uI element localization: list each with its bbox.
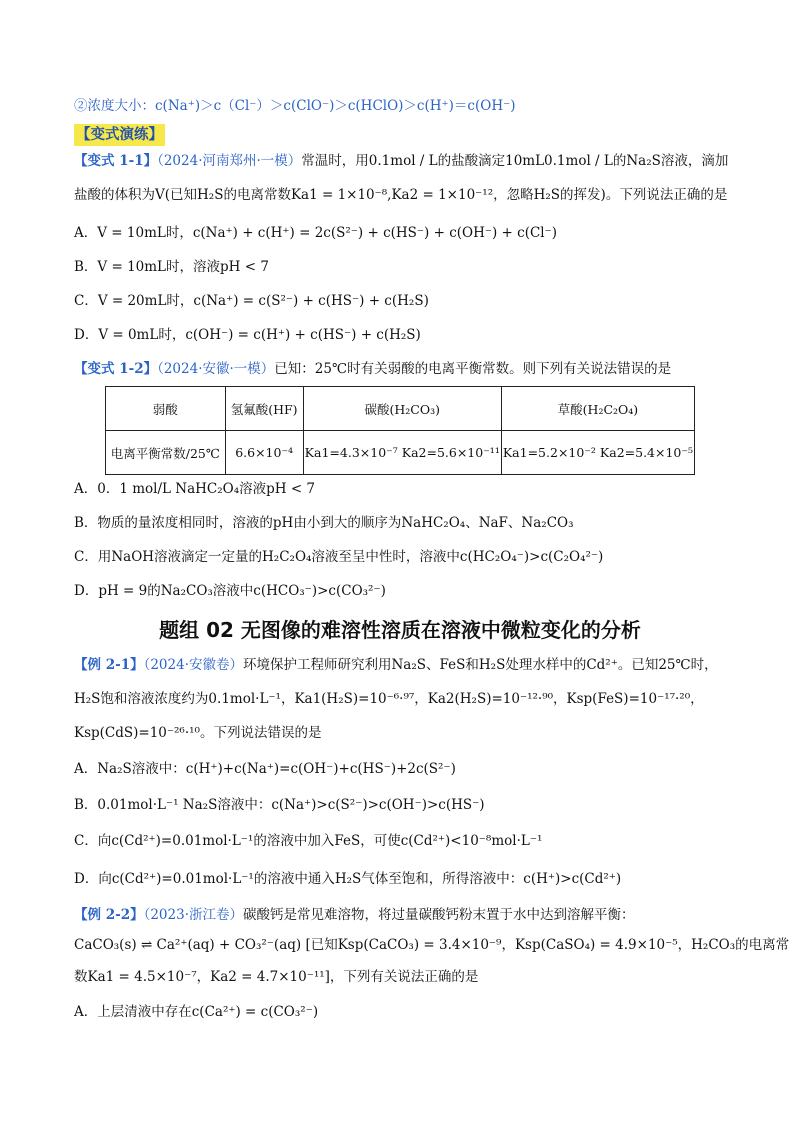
ex2-1-tag: 【例 2-1】 xyxy=(74,657,144,673)
q1-2-tag: 【变式 1-2】 xyxy=(74,361,158,377)
ex2-2-tag: 【例 2-2】 xyxy=(74,907,144,923)
ex2-1-option-b: B．0.01mol·L⁻¹ Na₂S溶液中：c(Na⁺)>c(S²⁻)>c(OH⁻)>c(HS⁻) xyxy=(74,797,485,813)
ex2-2-option-a: A．上层清液中存在c(Ca²⁺) = c(CO₃²⁻) xyxy=(74,1004,319,1020)
ex2-1-stem-text: 环境保护工程师研究利用Na₂S、FeS和H₂S处理水样中的Cd²⁺。已知25℃时， xyxy=(243,657,718,673)
q1-1-option-a: A．V = 10mL时，c(Na⁺) + c(H⁺) = 2c(S²⁻) + c(HS⁻) + c(OH⁻) + c(Cl⁻) xyxy=(74,225,558,241)
ex2-1-option-c: C．向c(Cd²⁺)=0.01mol·L⁻¹的溶液中加入FeS，可使c(Cd²⁺)<10⁻⁸mol·L⁻¹ xyxy=(74,833,543,849)
ex2-1-option-d: D．向c(Cd²⁺)=0.01mol·L⁻¹的溶液中通入H₂S气体至饱和，所得溶液中：c(H⁺)>c(Cd²⁺) xyxy=(74,871,622,887)
q1-1-tag: 【变式 1-1】 xyxy=(74,153,158,169)
q1-1-option-c: C．V = 20mL时，c(Na⁺) = c(S²⁻) + c(HS⁻) + c(H₂S) xyxy=(74,293,429,309)
q1-2-option-c: C．用NaOH溶液滴定一定量的H₂C₂O₄溶液至呈中性时，溶液中c(HC₂O₄⁻)>c(C₂O₄²⁻) xyxy=(74,549,604,565)
q1-1-stem-line2: 盐酸的体积为V(已知H₂S的电离常数Ka1 = 1×10⁻⁸,Ka2 = 1×10⁻¹²，忽略H₂S的挥发)。下列说法正确的是 xyxy=(74,187,728,203)
table-header-cell: 碳酸(H₂CO₃) xyxy=(303,387,501,431)
ex2-2-stem-line3: 数Ka1 = 4.5×10⁻⁷，Ka2 = 4.7×10⁻¹¹]，下列有关说法正确的是 xyxy=(74,969,479,985)
ex2-2-stem-line1 xyxy=(74,906,635,924)
q1-2-stem xyxy=(74,360,671,378)
q1-1-source: （2024·河南郑州·一模） xyxy=(157,153,302,169)
ex2-2-stem-text: 碳酸钙是常见难溶物，将过量碳酸钙粉末置于水中达到溶解平衡： xyxy=(243,907,635,923)
table-cell: 6.6×10⁻⁴ xyxy=(225,431,303,475)
q1-1-option-d: D．V = 0mL时，c(OH⁻) = c(H⁺) + c(HS⁻) + c(H₂S) xyxy=(74,327,421,343)
q1-1-stem-line1 xyxy=(74,152,728,170)
table-cell: 电离平衡常数/25℃ xyxy=(106,431,226,475)
ex2-1-option-a: A．Na₂S溶液中：c(H⁺)+c(Na⁺)=c(OH⁻)+c(HS⁻)+2c(S²⁻) xyxy=(74,761,456,777)
q1-2-option-b: B．物质的量浓度相同时，溶液的pH由小到大的顺序为NaHC₂O₄、NaF、Na₂CO₃ xyxy=(74,515,574,531)
concentration-note: ②浓度大小：c(Na⁺)＞c（Cl⁻）＞c(ClO⁻)＞c(HClO)＞c(H⁺)＝c(OH⁻) xyxy=(74,98,516,114)
q1-1-stem-text: 常温时，用0.1mol / L的盐酸滴定10mL0.1mol / L的Na₂S溶液，滴加 xyxy=(301,153,729,169)
table-header-cell: 弱酸 xyxy=(106,387,226,431)
table-header-cell: 草酸(H₂C₂O₄) xyxy=(501,387,694,431)
q1-2-option-d: D．pH = 9的Na₂CO₃溶液中c(HCO₃⁻)>c(CO₃²⁻) xyxy=(74,583,386,599)
q1-2-stem-text: 已知：25℃时有关弱酸的电离平衡常数。则下列有关说法错误的是 xyxy=(274,361,672,377)
ex2-2-source: （2023·浙江卷） xyxy=(143,907,243,923)
ex2-1-stem-line2: H₂S饱和溶液浓度约为0.1mol·L⁻¹，Ka1(H₂S)=10⁻⁶·⁹⁷，Ka2(H₂S)=10⁻¹²·⁹⁰，Ksp(FeS)=10⁻¹⁷·²⁰， xyxy=(74,691,704,707)
table-cell: Ka1=4.3×10⁻⁷ Ka2=5.6×10⁻¹¹ xyxy=(303,431,501,475)
section-heading: 题组 02 无图像的难溶性溶质在溶液中微粒变化的分析 xyxy=(159,618,641,642)
q1-1-option-b: B．V = 10mL时，溶液pH < 7 xyxy=(74,259,269,275)
table-row xyxy=(106,431,695,475)
ex2-1-stem-line1 xyxy=(74,656,718,674)
ionization-constant-table xyxy=(105,386,695,475)
q1-2-source: （2024·安徽·一模） xyxy=(157,361,275,377)
q1-2-option-a: A．0．1 mol/L NaHC₂O₄溶液pH < 7 xyxy=(74,481,316,497)
table-cell: Ka1=5.2×10⁻² Ka2=5.4×10⁻⁵ xyxy=(501,431,694,475)
ex2-1-stem-line3: Ksp(CdS)=10⁻²⁶·¹⁰。下列说法错误的是 xyxy=(74,725,322,741)
table-header-cell: 氢氟酸(HF) xyxy=(225,387,303,431)
practice-label: 【变式演练】 xyxy=(74,124,165,146)
ex2-1-source: （2024·安徽卷） xyxy=(143,657,243,673)
ex2-2-stem-line2: CaCO₃(s) ⇌ Ca²⁺(aq) + CO₃²⁻(aq) [已知Ksp(CaCO₃) = 3.4×10⁻⁹，Ksp(CaSO₄) = 4.9×10⁻⁵，H₂CO₃的电离常 xyxy=(74,937,790,953)
table-header-row xyxy=(106,387,695,431)
